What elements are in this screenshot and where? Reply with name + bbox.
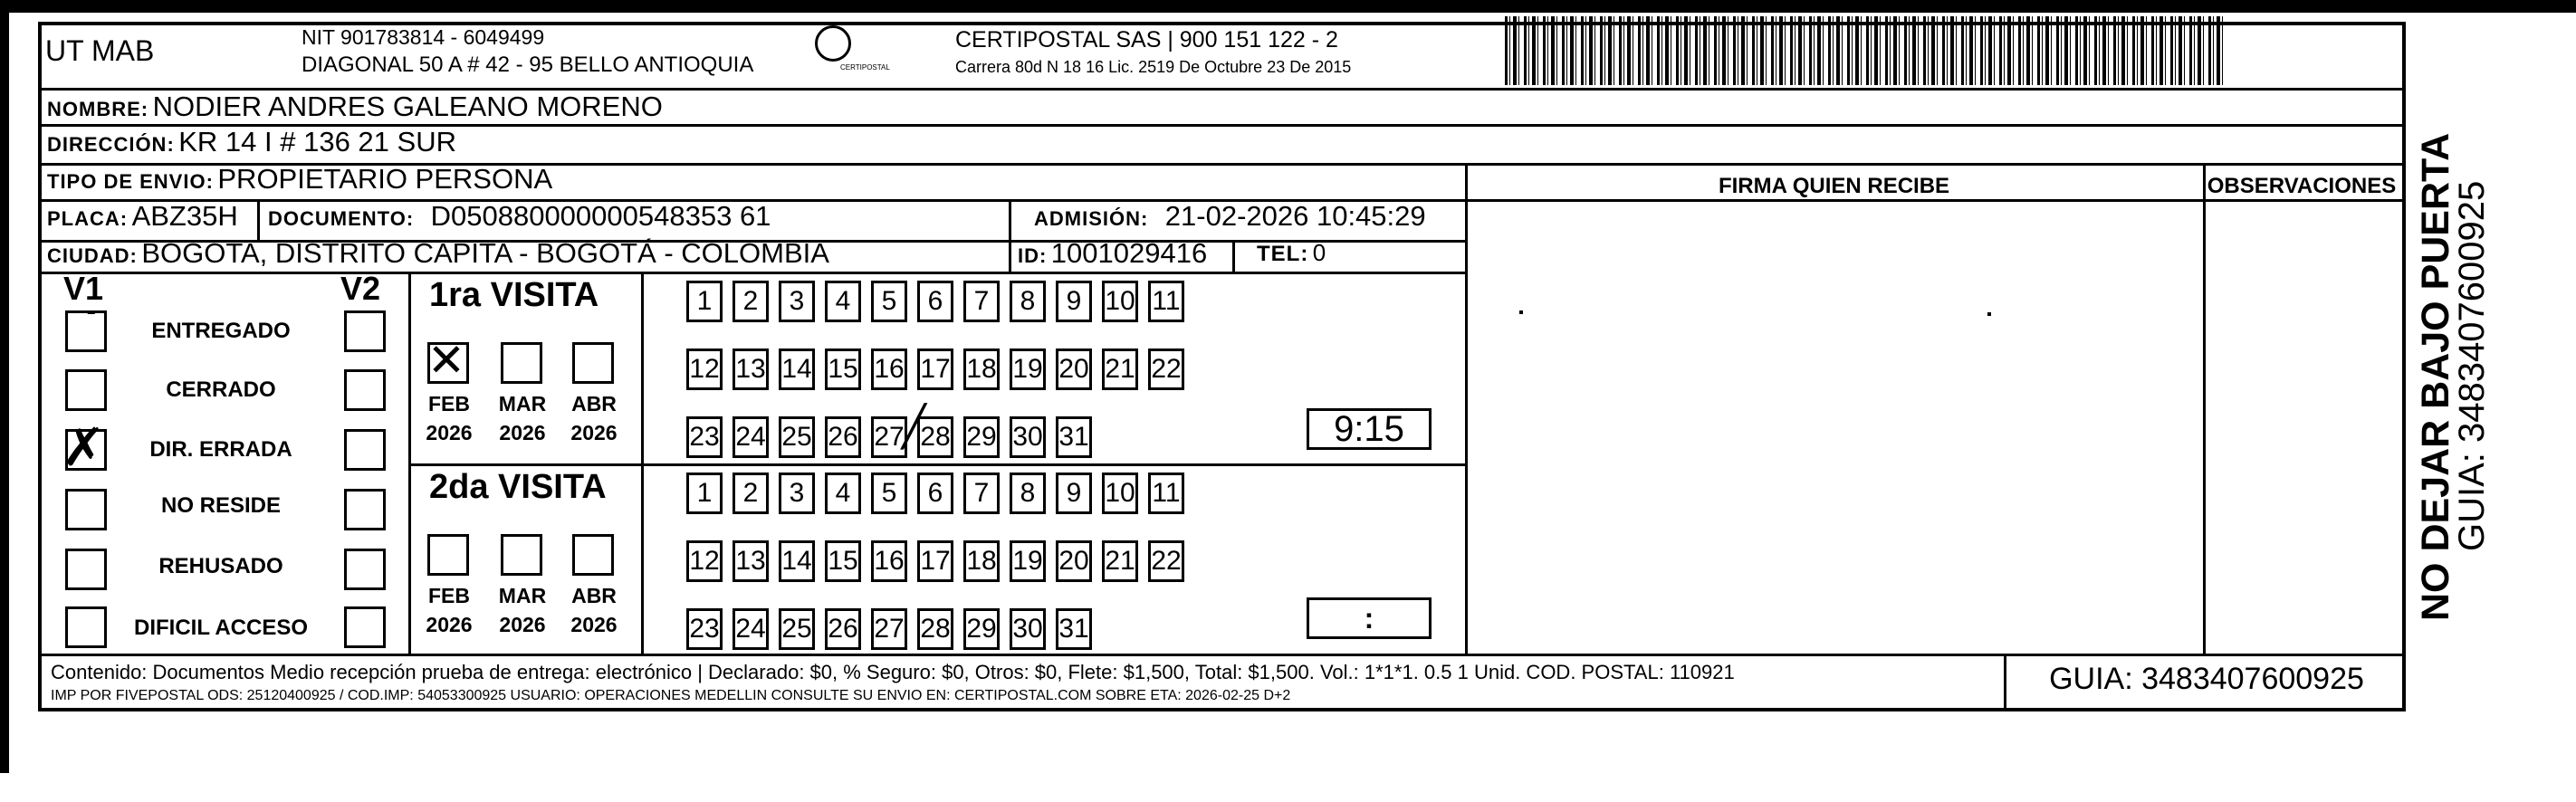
visit1-day-31[interactable]: 31 [1056, 416, 1092, 458]
visit2-year: 2026 [499, 613, 546, 636]
logo-text: CERTIPOSTAL [840, 63, 890, 72]
visit2-day-23[interactable]: 23 [686, 608, 723, 650]
visit1-month-feb: FEB [428, 392, 470, 415]
visit2-day-11[interactable]: 11 [1148, 473, 1184, 514]
visit1-month-abr-checkbox[interactable] [572, 342, 614, 384]
visit2-day-24[interactable]: 24 [733, 608, 769, 650]
visit1-day-24[interactable]: 24 [733, 416, 769, 458]
name-label: NOMBRE: [47, 98, 149, 120]
visit1-day-10[interactable]: 10 [1102, 281, 1138, 322]
tel-row [1257, 239, 1326, 267]
v1-no-reside-checkbox[interactable] [65, 489, 107, 530]
visit2-day-20[interactable]: 20 [1056, 540, 1092, 582]
visit2-month-abr-checkbox[interactable] [572, 534, 614, 576]
divider [257, 199, 260, 240]
visit2-day-29[interactable]: 29 [963, 608, 1000, 650]
visit1-day-17[interactable]: 17 [917, 348, 953, 390]
divider [42, 654, 2402, 656]
footer-content: Contenido: Documentos Medio recepción prueba de entrega: electrónico | Declarado: $0, % Seguro: $0, Otros: $0, Flete: $1,500, Total: $1,500. Vol.: 1*1*1. 0.5 1 Unid. COD. POSTAL: 110921 [51, 661, 1735, 683]
visit1-day-9[interactable]: 9 [1056, 281, 1092, 322]
company-address: Carrera 80d N 18 16 Lic. 2519 De Octubre 23 De 2015 [955, 58, 1352, 76]
recipient-address: KR 14 I # 136 21 SUR [178, 126, 456, 158]
visit1-year: 2026 [570, 421, 618, 444]
v2-rehusado-checkbox[interactable] [344, 549, 386, 590]
sender-name: UT MAB [45, 34, 155, 67]
divider [408, 272, 411, 654]
divider [1009, 199, 1011, 240]
observations-label: OBSERVACIONES [2207, 174, 2397, 198]
visit1-day-2[interactable]: 2 [733, 281, 769, 322]
shipment-type: PROPIETARIO PERSONA [217, 163, 553, 195]
handwritten-check-mark: ✕ [427, 335, 465, 386]
plate-label: PLACA: [47, 207, 129, 230]
status-entregado: ENTREGADO [151, 319, 291, 343]
address-label: DIRECCIÓN: [47, 133, 175, 156]
visit2-title: 2da VISITA [429, 468, 607, 506]
status-cerrado: CERRADO [166, 377, 276, 402]
visit1-day-23[interactable]: 23 [686, 416, 723, 458]
visit1-day-18[interactable]: 18 [963, 348, 1000, 390]
visit2-day-8[interactable]: 8 [1010, 473, 1046, 514]
visit1-title: 1ra VISITA [429, 276, 599, 314]
warning-no-dejar-bajo-puerta: NO DEJAR BAJO PUERTA [2414, 132, 2457, 621]
divider [2203, 163, 2206, 654]
ink-dot [1519, 310, 1523, 314]
visit2-month-feb-checkbox[interactable] [427, 534, 469, 576]
handwritten-check-mark: ✗ [62, 418, 106, 477]
id-row [1018, 237, 1207, 270]
visit2-day-2[interactable]: 2 [733, 473, 769, 514]
v2-label: V2 [340, 270, 381, 307]
visit2-month-mar-checkbox[interactable] [501, 534, 542, 576]
tel-value: 0 [1312, 239, 1326, 266]
footer-imprint: IMP POR FIVEPOSTAL ODS: 25120400925 / COD.IMP: 54053300925 USUARIO: OPERACIONES MEDELLIN CONSULTE SU ENVIO EN: CERTIPOSTAL.COM SOBRE ETA: 2026-02-25 D+2 [51, 688, 1291, 703]
visit1-day-20[interactable]: 20 [1056, 348, 1092, 390]
signature-label: FIRMA QUIEN RECIBE [1718, 174, 1950, 198]
document-label: DOCUMENTO: [268, 207, 415, 230]
v2-dir-errada-checkbox[interactable] [344, 429, 386, 471]
visit1-month-feb-checkbox[interactable] [427, 342, 469, 384]
visit2-day-21[interactable]: 21 [1102, 540, 1138, 582]
visit2-day-18[interactable]: 18 [963, 540, 1000, 582]
visit2-day-5[interactable]: 5 [871, 473, 907, 514]
divider [2004, 654, 2006, 711]
visit1-day-4[interactable]: 4 [825, 281, 861, 322]
sender-address: DIAGONAL 50 A # 42 - 95 BELLO ANTIOQUIA [302, 53, 754, 77]
visit1-day-19[interactable]: 19 [1010, 348, 1046, 390]
divider [1009, 240, 1011, 272]
city-label: CIUDAD: [47, 244, 138, 267]
status-rehusado: REHUSADO [158, 554, 283, 578]
visit2-day-27[interactable]: 27 [871, 608, 907, 650]
visit1-time-box[interactable]: 9:15 [1307, 408, 1432, 450]
sender-nit: NIT 901783814 - 6049499 [302, 25, 545, 49]
v1-cerrado-checkbox[interactable] [65, 369, 107, 411]
visit2-day-22[interactable]: 22 [1148, 540, 1184, 582]
visit2-time-box[interactable]: : [1307, 597, 1432, 639]
v2-no-reside-checkbox[interactable] [344, 489, 386, 530]
visit1-day-3[interactable]: 3 [779, 281, 815, 322]
status-dir-errada: DIR. ERRADA [149, 437, 292, 462]
visit1-day-7[interactable]: 7 [963, 281, 1000, 322]
visit1-day-1[interactable]: 1 [686, 281, 723, 322]
visit2-day-17[interactable]: 17 [917, 540, 953, 582]
shipment-row [47, 163, 552, 196]
document-row [268, 200, 771, 233]
visit2-year: 2026 [570, 613, 618, 636]
visit2-day-6[interactable]: 6 [917, 473, 953, 514]
visit2-day-28[interactable]: 28 [917, 608, 953, 650]
visit1-day-14[interactable]: 14 [779, 348, 815, 390]
visit1-day-30[interactable]: 30 [1010, 416, 1046, 458]
document-value: D050880000000548353 61 [430, 200, 771, 232]
plate-value: ABZ35H [131, 200, 238, 232]
left-border [0, 13, 9, 773]
v1-rehusado-checkbox[interactable] [65, 549, 107, 590]
id-value: 1001029416 [1050, 237, 1208, 269]
visit2-day-25[interactable]: 25 [779, 608, 815, 650]
visit2-day-7[interactable]: 7 [963, 473, 1000, 514]
admission-row [1034, 200, 1426, 233]
handwritten-tick: ˉ [87, 307, 96, 337]
visit1-day-28[interactable]: 28 [917, 416, 953, 458]
visit1-day-6[interactable]: 6 [917, 281, 953, 322]
shipment-label: TIPO DE ENVIO: [47, 170, 214, 193]
visit1-day-27[interactable]: 27 [871, 416, 907, 458]
visit2-month-abr: ABR [571, 584, 617, 607]
admission-value: 21-02-2026 10:45:29 [1164, 200, 1426, 232]
city-value: BOGOTA, DISTRITO CAPITA - BOGOTÁ - COLOMBIA [141, 237, 829, 269]
visit2-day-13[interactable]: 13 [733, 540, 769, 582]
visit1-day-11[interactable]: 11 [1148, 281, 1184, 322]
visit1-day-25[interactable]: 25 [779, 416, 815, 458]
visit2-year: 2026 [426, 613, 473, 636]
visit1-day-26[interactable]: 26 [825, 416, 861, 458]
visit2-day-30[interactable]: 30 [1010, 608, 1046, 650]
name-row [47, 91, 663, 123]
city-row [47, 237, 829, 270]
visit2-day-12[interactable]: 12 [686, 540, 723, 582]
visit1-day-8[interactable]: 8 [1010, 281, 1046, 322]
visit1-day-29[interactable]: 29 [963, 416, 1000, 458]
address-row [47, 126, 456, 158]
visit2-day-31[interactable]: 31 [1056, 608, 1092, 650]
v1-dificil-acceso-checkbox[interactable] [65, 606, 107, 648]
visit2-month-feb: FEB [428, 584, 470, 607]
visit2-day-19[interactable]: 19 [1010, 540, 1046, 582]
visit1-month-mar-checkbox[interactable] [501, 342, 542, 384]
visit1-month-abr: ABR [571, 392, 617, 415]
recipient-name: NODIER ANDRES GALEANO MORENO [152, 91, 663, 122]
v2-cerrado-checkbox[interactable] [344, 369, 386, 411]
v1-entregado-checkbox[interactable] [65, 310, 107, 352]
visit1-day-16[interactable]: 16 [871, 348, 907, 390]
visit2-day-26[interactable]: 26 [825, 608, 861, 650]
visit1-day-12[interactable]: 12 [686, 348, 723, 390]
status-dificil-acceso: DIFICIL ACCESO [133, 616, 308, 640]
company-name: CERTIPOSTAL SAS | 900 151 122 - 2 [955, 27, 1338, 53]
id-label: ID: [1018, 244, 1048, 267]
visit2-month-mar: MAR [498, 584, 547, 607]
divider [641, 272, 644, 654]
divider [1465, 163, 1468, 654]
status-no-reside: NO RESIDE [160, 493, 282, 518]
visit2-day-10[interactable]: 10 [1102, 473, 1138, 514]
footer-guide: GUIA: 3483407600925 [2049, 662, 2364, 696]
divider [408, 463, 1465, 466]
plate-row [47, 200, 238, 233]
side-guide: GUIA: 3483407600925 [2452, 180, 2492, 551]
visit1-day-13[interactable]: 13 [733, 348, 769, 390]
v2-dificil-acceso-checkbox[interactable] [344, 606, 386, 648]
visit2-day-3[interactable]: 3 [779, 473, 815, 514]
ink-dot [1987, 312, 1991, 316]
visit2-day-4[interactable]: 4 [825, 473, 861, 514]
visit2-day-16[interactable]: 16 [871, 540, 907, 582]
v2-entregado-checkbox[interactable] [344, 310, 386, 352]
tel-label: TEL: [1257, 242, 1309, 266]
visit1-day-22[interactable]: 22 [1148, 348, 1184, 390]
visit1-day-21[interactable]: 21 [1102, 348, 1138, 390]
visit1-day-5[interactable]: 5 [871, 281, 907, 322]
divider [42, 272, 1465, 274]
admission-label: ADMISIÓN: [1034, 207, 1149, 230]
visit2-day-1[interactable]: 1 [686, 473, 723, 514]
divider [1465, 199, 2402, 202]
visit1-year: 2026 [426, 421, 473, 444]
visit2-day-14[interactable]: 14 [779, 540, 815, 582]
visit2-day-9[interactable]: 9 [1056, 473, 1092, 514]
handwritten-strike-day-26: ╱ [902, 405, 926, 449]
divider [1232, 240, 1235, 272]
visit1-day-15[interactable]: 15 [825, 348, 861, 390]
visit1-year: 2026 [499, 421, 546, 444]
v1-label: V1 [63, 270, 104, 307]
visit1-month-mar: MAR [498, 392, 547, 415]
top-border [0, 0, 2576, 13]
visit2-day-15[interactable]: 15 [825, 540, 861, 582]
